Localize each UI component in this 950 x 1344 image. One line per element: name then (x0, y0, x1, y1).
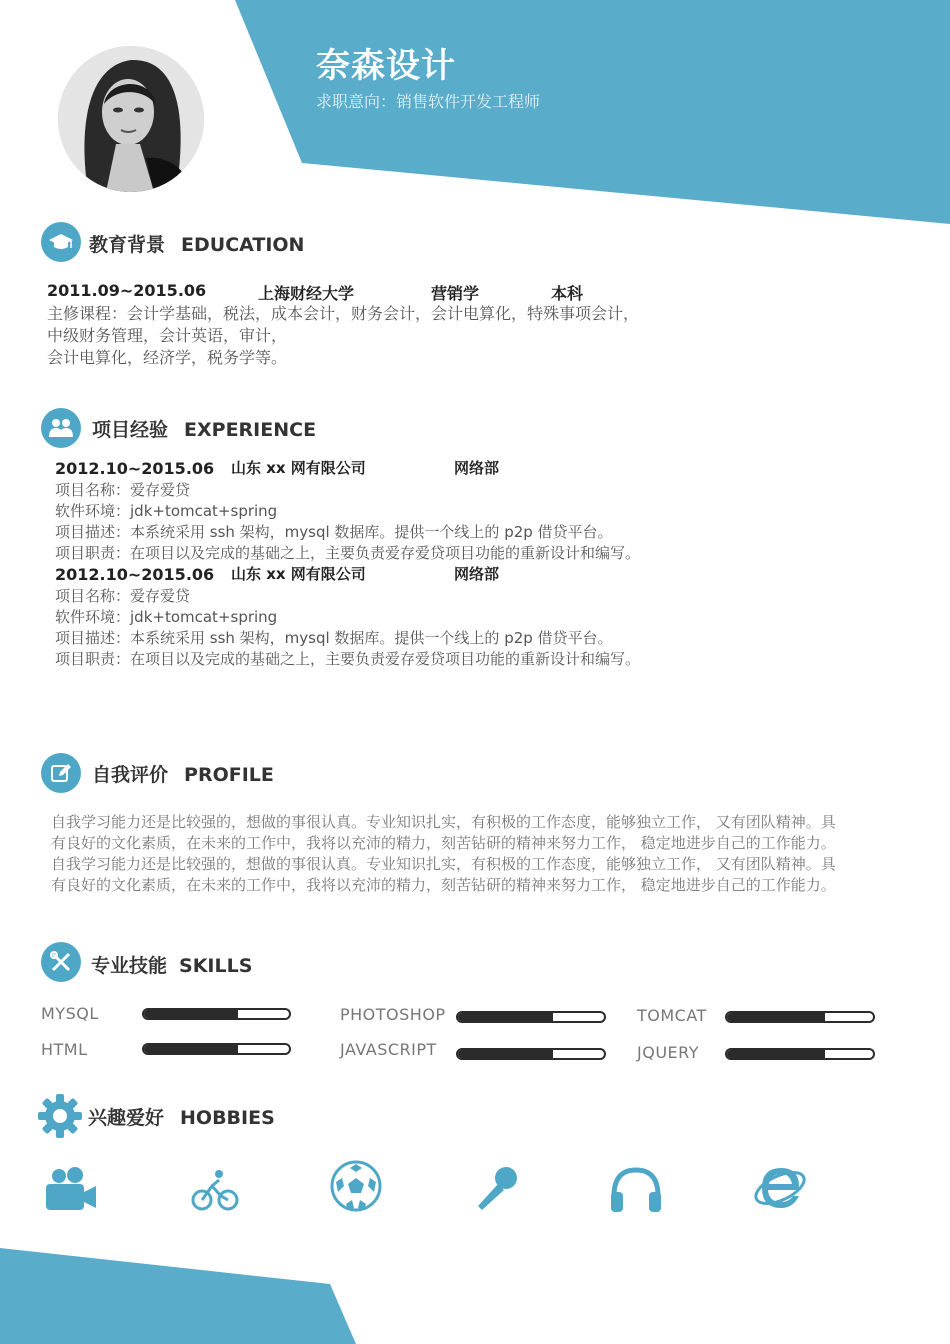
experience-title-cn: 项目经验 (92, 419, 169, 441)
skill-bar (456, 1011, 606, 1023)
profile-line: 有良好的文化素质，在未来的工作中，我将以充沛的精力，刻苦钻研的精神来努力工作， 稳定地进步自己的工作能力。 (51, 876, 836, 894)
education-title-en: EDUCATION (181, 234, 305, 256)
experience-duty: 项目职责：在项目以及完成的基础之上，主要负责爱存爱贷项目功能的重新设计和编写。 (55, 650, 641, 668)
experience-duty: 项目职责：在项目以及完成的基础之上，主要负责爱存爱贷项目功能的重新设计和编写。 (55, 544, 641, 562)
hobbies-title (88, 1103, 275, 1130)
skills-title-en: SKILLS (179, 955, 253, 977)
experience-desc: 项目描述：本系统采用 ssh 架构，mysql 数据库。提供一个线上的 p2p 借贷平台。 (55, 523, 613, 541)
experience-env: 软件环境：jdk+tomcat+spring (55, 502, 278, 520)
experience-company: 山东 xx 网有限公司 (231, 565, 366, 583)
skill-bar-fill (458, 1050, 553, 1058)
experience-env: 软件环境：jdk+tomcat+spring (55, 608, 278, 626)
education-line: 会计电算化，经济学，税务学等。 (47, 348, 288, 367)
experience-desc: 项目描述：本系统采用 ssh 架构，mysql 数据库。提供一个线上的 p2p 借贷平台。 (55, 629, 613, 647)
edit-icon (41, 753, 81, 793)
skill-bar (725, 1048, 875, 1060)
profile-line: 有良好的文化素质，在未来的工作中，我将以充沛的精力，刻苦钻研的精神来努力工作， 稳定地进步自己的工作能力。 (51, 834, 836, 852)
skill-bar-fill (458, 1013, 553, 1021)
skill-bar (456, 1048, 606, 1060)
experience-entry (55, 458, 640, 564)
skill-label: TOMCAT (637, 1006, 707, 1025)
experience-entry (55, 564, 640, 670)
profile-title-cn: 自我评价 (92, 764, 169, 786)
education-period: 2011.09~2015.06 (47, 281, 207, 300)
job-intent: 求职意向：销售软件开发工程师 (316, 92, 541, 111)
skill-bar-fill (727, 1050, 825, 1058)
education-title (89, 230, 304, 257)
profile-line: 自我学习能力还是比较强的，想做的事很认真。专业知识扎实，有积极的工作态度，能够独立工作， 又有团队精神。具 (51, 813, 836, 831)
graduation-cap-icon (41, 222, 81, 262)
profile-text (51, 812, 901, 896)
skills-title (91, 951, 252, 978)
skill-bar (142, 1008, 291, 1020)
skill-label: PHOTOSHOP (340, 1005, 446, 1024)
experience-company: 山东 xx 网有限公司 (231, 459, 366, 477)
hobbies-title-cn: 兴趣爱好 (88, 1107, 165, 1129)
video-camera-icon (42, 1162, 102, 1222)
education-degree: 本科 (551, 284, 584, 303)
skill-bar-fill (727, 1013, 825, 1021)
skill-label: MYSQL (41, 1004, 99, 1023)
experience-title (92, 415, 316, 442)
skill-bar-fill (144, 1045, 238, 1053)
experience-dept: 网络部 (454, 459, 500, 477)
education-title-cn: 教育背景 (89, 234, 166, 256)
internet-explorer-icon (752, 1158, 812, 1218)
experience-title-en: EXPERIENCE (184, 419, 317, 441)
education-courses (47, 303, 639, 369)
skill-bar (142, 1043, 291, 1055)
skill-label: JQUERY (637, 1043, 699, 1062)
experience-project-name: 项目名称：爱存爱贷 (55, 481, 191, 499)
skill-bar-fill (144, 1010, 238, 1018)
experience-period: 2012.10~2015.06 (55, 565, 215, 584)
profile-line: 自我学习能力还是比较强的，想做的事很认真。专业知识扎实，有积极的工作态度，能够独立工作， 又有团队精神。具 (51, 855, 836, 873)
avatar (58, 46, 204, 192)
gear-icon (36, 1092, 84, 1140)
experience-project-name: 项目名称：爱存爱贷 (55, 587, 191, 605)
headphones-icon (606, 1162, 666, 1222)
education-line: 中级财务管理，会计英语，审计， (47, 326, 288, 345)
skill-label: JAVASCRIPT (340, 1040, 437, 1059)
tools-icon (41, 942, 81, 982)
profile-title (92, 760, 274, 787)
team-icon (41, 408, 81, 448)
microphone-icon (470, 1162, 530, 1222)
education-major: 营销学 (431, 284, 480, 303)
education-line: 主修课程：会计学基础，税法，成本会计，财务会计，会计电算化，特殊事项会计， (47, 304, 640, 323)
hobbies-title-en: HOBBIES (180, 1107, 275, 1129)
experience-period: 2012.10~2015.06 (55, 459, 215, 478)
candidate-name: 奈森设计 (316, 46, 456, 86)
profile-title-en: PROFILE (184, 764, 274, 786)
skill-bar (725, 1011, 875, 1023)
soccer-ball-icon (328, 1158, 388, 1218)
experience-dept: 网络部 (454, 565, 500, 583)
skills-title-cn: 专业技能 (91, 955, 168, 977)
cycling-icon (186, 1162, 246, 1222)
education-school: 上海财经大学 (258, 284, 355, 303)
skill-label: HTML (41, 1040, 88, 1059)
